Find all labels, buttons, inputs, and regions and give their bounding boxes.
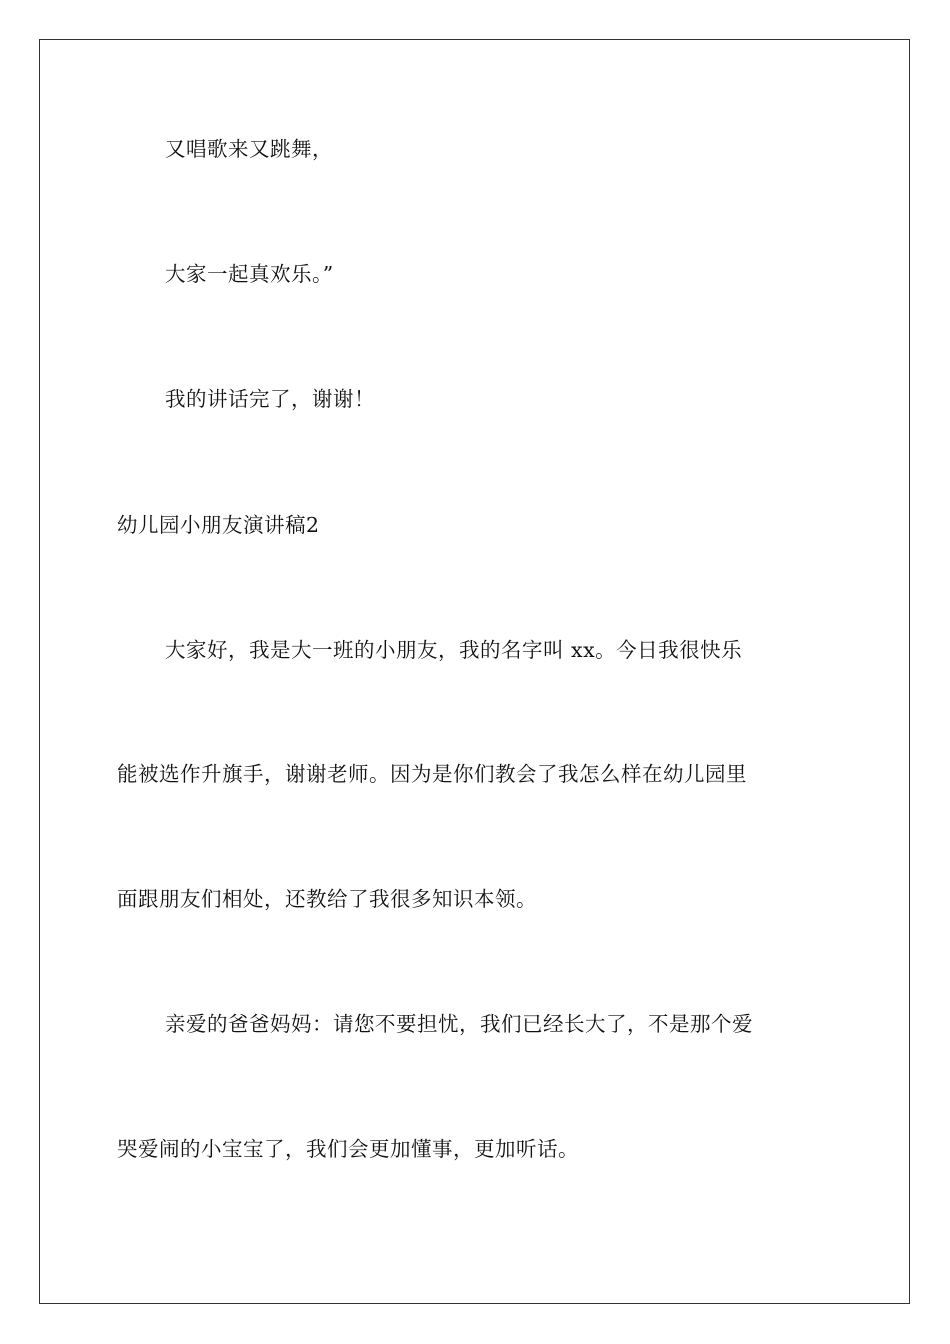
closing-line: 我的讲话完了，谢谢！ bbox=[165, 387, 375, 411]
paragraph-1-line-1: 大家好，我是大一班的小朋友，我的名字叫 xx。今日我很快乐 bbox=[165, 638, 743, 662]
paragraph-2-line-2: 哭爱闹的小宝宝了，我们会更加懂事，更加听话。 bbox=[117, 1137, 579, 1161]
paragraph-1-line-3: 面跟朋友们相处，还教给了我很多知识本领。 bbox=[117, 887, 537, 911]
section-title: 幼儿园小朋友演讲稿2 bbox=[117, 513, 320, 537]
paragraph-1-line-2: 能被选作升旗手，谢谢老师。因为是你们教会了我怎么样在幼儿园里 bbox=[117, 762, 747, 786]
paragraph-2-line-1: 亲爱的爸爸妈妈：请您不要担忧，我们已经长大了，不是那个爱 bbox=[165, 1012, 753, 1036]
poem-line-1: 又唱歌来又跳舞， bbox=[165, 137, 333, 161]
page-border bbox=[39, 39, 910, 1304]
poem-line-2: 大家一起真欢乐。” bbox=[165, 262, 334, 286]
